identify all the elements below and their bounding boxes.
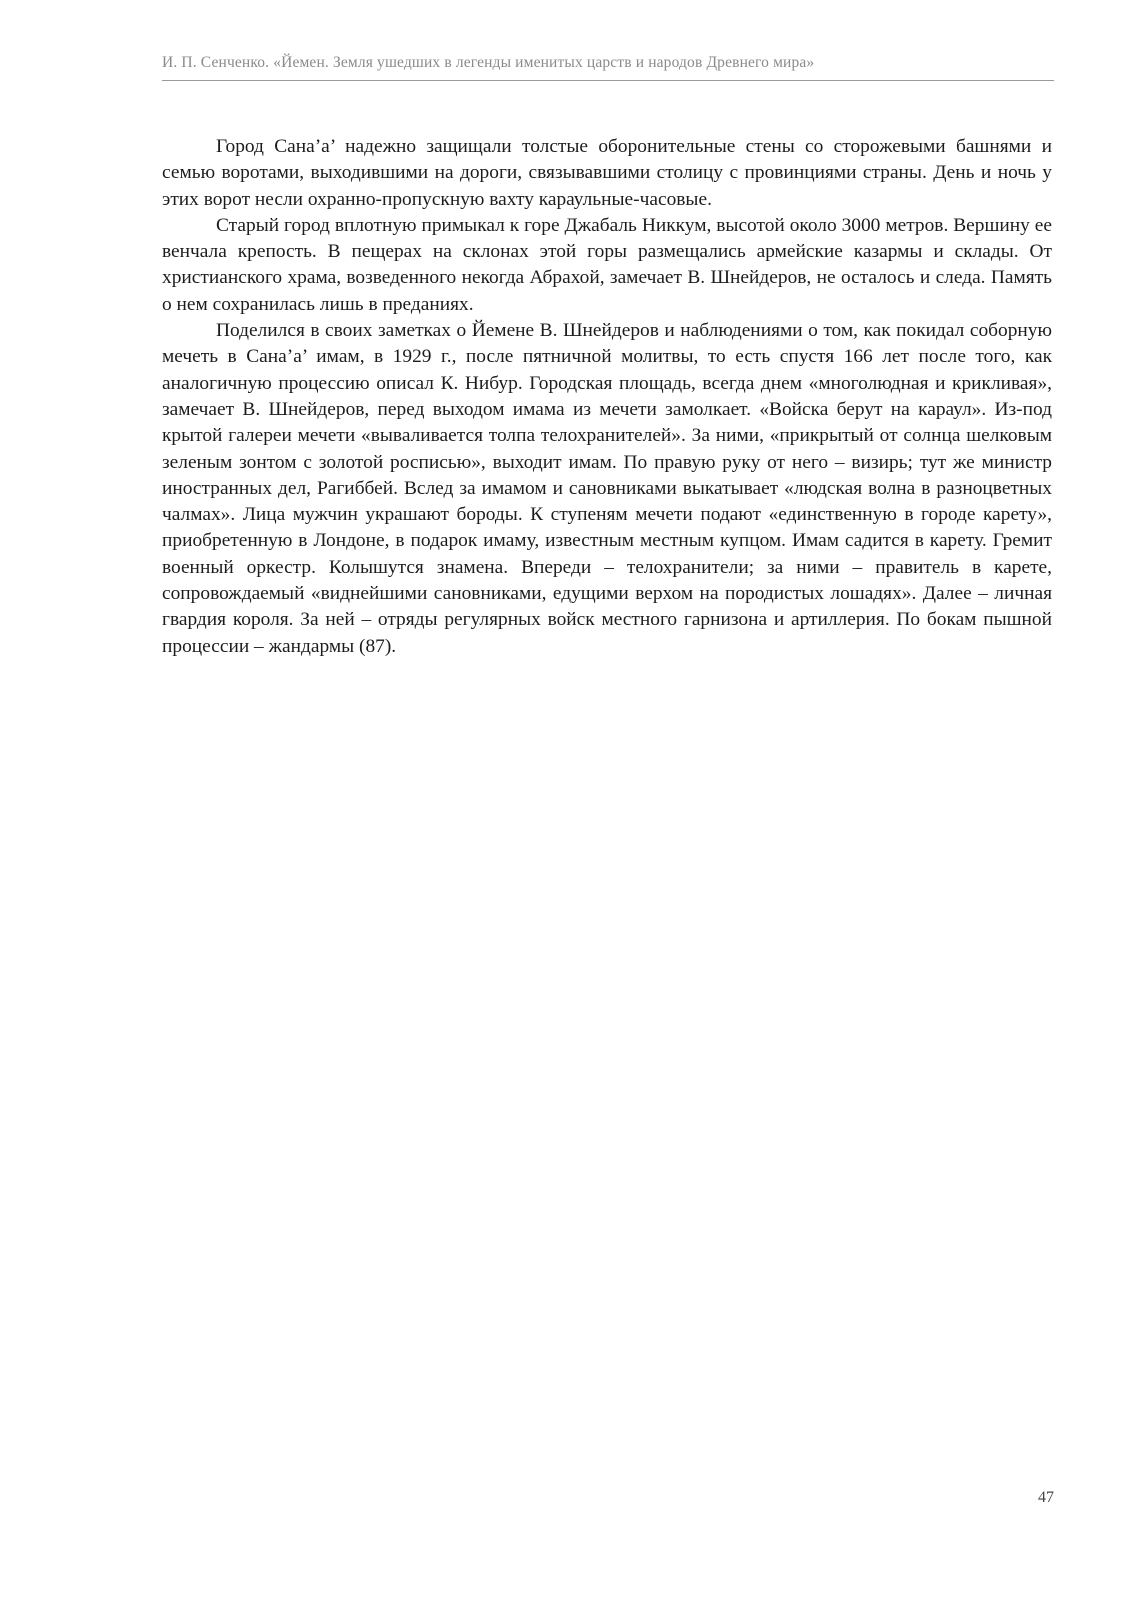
paragraph: Поделился в своих заметках о Йемене В. Шнейдеров и наблюдениями о том, как покидал соборную мечеть в Сана’а’ имам, в 1929 г., после пятничной молитвы, то есть спустя 166 лет после того, как аналогичную процессию описал К. Нибур. Городская площадь, всегда днем «многолюдная и крикливая», замечает В. Шнейдеров, перед выходом имама из мечети замолкает. «Войска берут на караул». Из-под крытой галереи мечети «вываливается толпа телохранителей». За ними, «прикрытый от солнца шелковым зеленым зонтом с золотой росписью», выходит имам. По правую руку от него – визирь; тут же министр иностранных дел, Рагиббей. Вслед за имамом и сановниками выкатывает «людская волна в разноцветных чалмах». Лица мужчин украшают бороды. К ступеням мечети подают «единственную в городе карету», приобретенную в Лондоне, в подарок имаму, известным местным купцом. Имам садится в карету. Гремит военный оркестр. Колышутся знамена. Впереди – телохранители; за ними – правитель в карете, сопровождаемый «виднейшими сановниками, едущими верхом на породистых лошадях». Далее – личная гвардия короля. За ней – отряды регулярных войск местного гарнизона и артиллерия. По бокам пышной процессии – жандармы (87). [162,320,1052,657]
header-divider [162,80,1054,81]
running-header: И. П. Сенченко. «Йемен. Земля ушедших в легенды именитых царств и народов Древнего мира» [162,54,815,71]
paragraph: Старый город вплотную примыкал к горе Джабаль Никкум, высотой около 3000 метров. Вершину ее венчала крепость. В пещерах на склонах этой горы размещались армейские казармы и склады. От христианского храма, возведенного некогда Абрахой, замечает В. Шнейдеров, не осталось и следа. Память о нем сохранилась лишь в преданиях. [162,214,1052,315]
paragraph: Город Сана’а’ надежно защищали толстые оборонительные стены со сторожевыми башнями и семью воротами, выходившими на дороги, связывавшими столицу с провинциями страны. День и ночь у этих ворот несли охранно-пропускную вахту караульные-часовые. [162,136,1052,210]
page-number: 47 [1038,1489,1054,1506]
body-text [162,134,1052,660]
